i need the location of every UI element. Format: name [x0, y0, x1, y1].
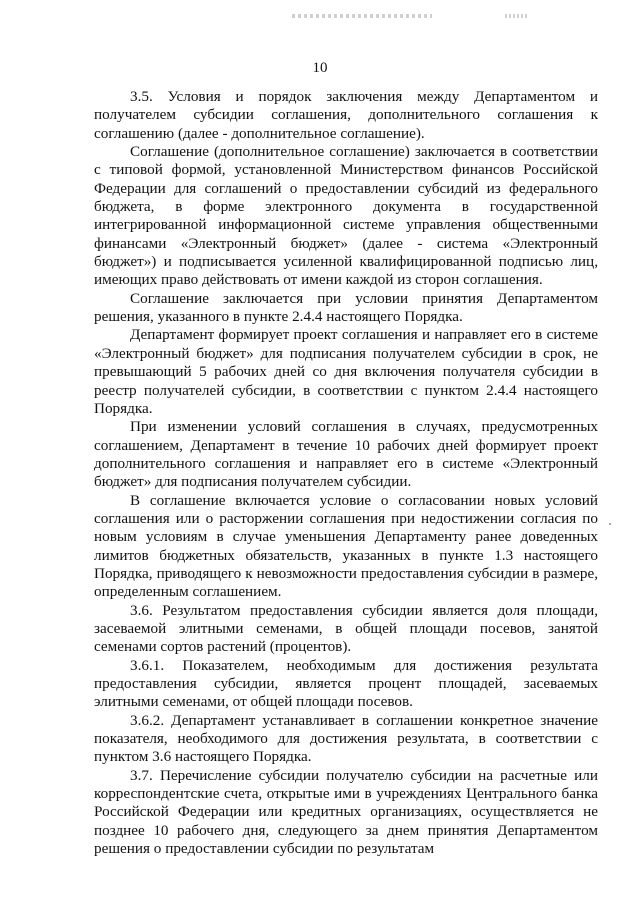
paragraph-3-5: 3.5. Условия и порядок заключения между Департаментом и получателем субсидии соглашения, дополнительного соглашения к соглашению (далее - дополнительное соглашение). [94, 88, 598, 142]
paragraph-new-conditions: В соглашение включается условие о согласовании новых условий соглашения или о расторжении соглашения при недостижении согласия по новым условиям в случае уменьшения Департаменту ранее доведенных лимитов бюджетных обязательств, указанных в пункте 1.3 настоящего Порядка, приводящего к невозможности предоставления субсидии в размере, определенным соглашением. [94, 491, 598, 601]
paragraph-agreement-condition: Соглашение заключается при условии принятия Департаментом решения, указанного в пункте 2.4.4 настоящего Порядка. [94, 289, 598, 326]
scan-header-artifact-right [505, 14, 529, 18]
scan-header-artifact [292, 14, 432, 18]
page-number: 10 [312, 60, 328, 76]
paragraph-3-6-1: 3.6.1. Показателем, необходимым для достижения результата предоставления субсидии, является процент площадей, засеваемых элитными семенами, от общей площади посевов. [94, 656, 598, 711]
scan-speck [609, 523, 611, 525]
paragraph-agreement-form: Соглашение (дополнительное соглашение) заключается в соответствии с типовой формой, установленной Министерством финансов Российской Федерации для соглашений о предоставлении субсидий из федерального бюджета, в форме электронного документа в государственной интегрированной информационной системе управления общественными финансами «Электронный бюджет» (далее - система «Электронный бюджет») и подписывается усиленной квалифицированной подписью лиц, имеющих право действовать от имени каждой из сторон соглашения. [94, 143, 598, 289]
document-body [94, 88, 598, 858]
paragraph-changes: При изменении условий соглашения в случаях, предусмотренных соглашением, Департамент в течение 10 рабочих дней формирует проект дополнительного соглашения и направляет его в системе «Электронный бюджет» для подписания получателем субсидии. [94, 418, 598, 491]
paragraph-3-6: 3.6. Результатом предоставления субсидии является доля площади, засеваемой элитными семенами, в общей площади посевов, занятой семенами сортов растений (процентов). [94, 601, 598, 656]
paragraph-draft-agreement: Департамент формирует проект соглашения и направляет его в системе «Электронный бюджет» для подписания получателем субсидии в срок, не превышающий 5 рабочих дней со дня включения получателя субсидии в реестр получателей субсидии, в соответствии с пунктом 2.4.4 настоящего Порядка. [94, 326, 598, 417]
paragraph-3-7: 3.7. Перечисление субсидии получателю субсидии на расчетные или корреспондентские счета, открытые ими в учреждениях Центрального банка Российской Федерации или кредитных организациях, осуществляется не позднее 10 рабочего дня, следующего за днем принятия Департаментом решения о предоставлении субсидии по результатам [94, 766, 598, 858]
paragraph-3-6-2: 3.6.2. Департамент устанавливает в соглашении конкретное значение показателя, необходимого для достижения результата, в соответствии с пунктом 3.6 настоящего Порядка. [94, 711, 598, 766]
